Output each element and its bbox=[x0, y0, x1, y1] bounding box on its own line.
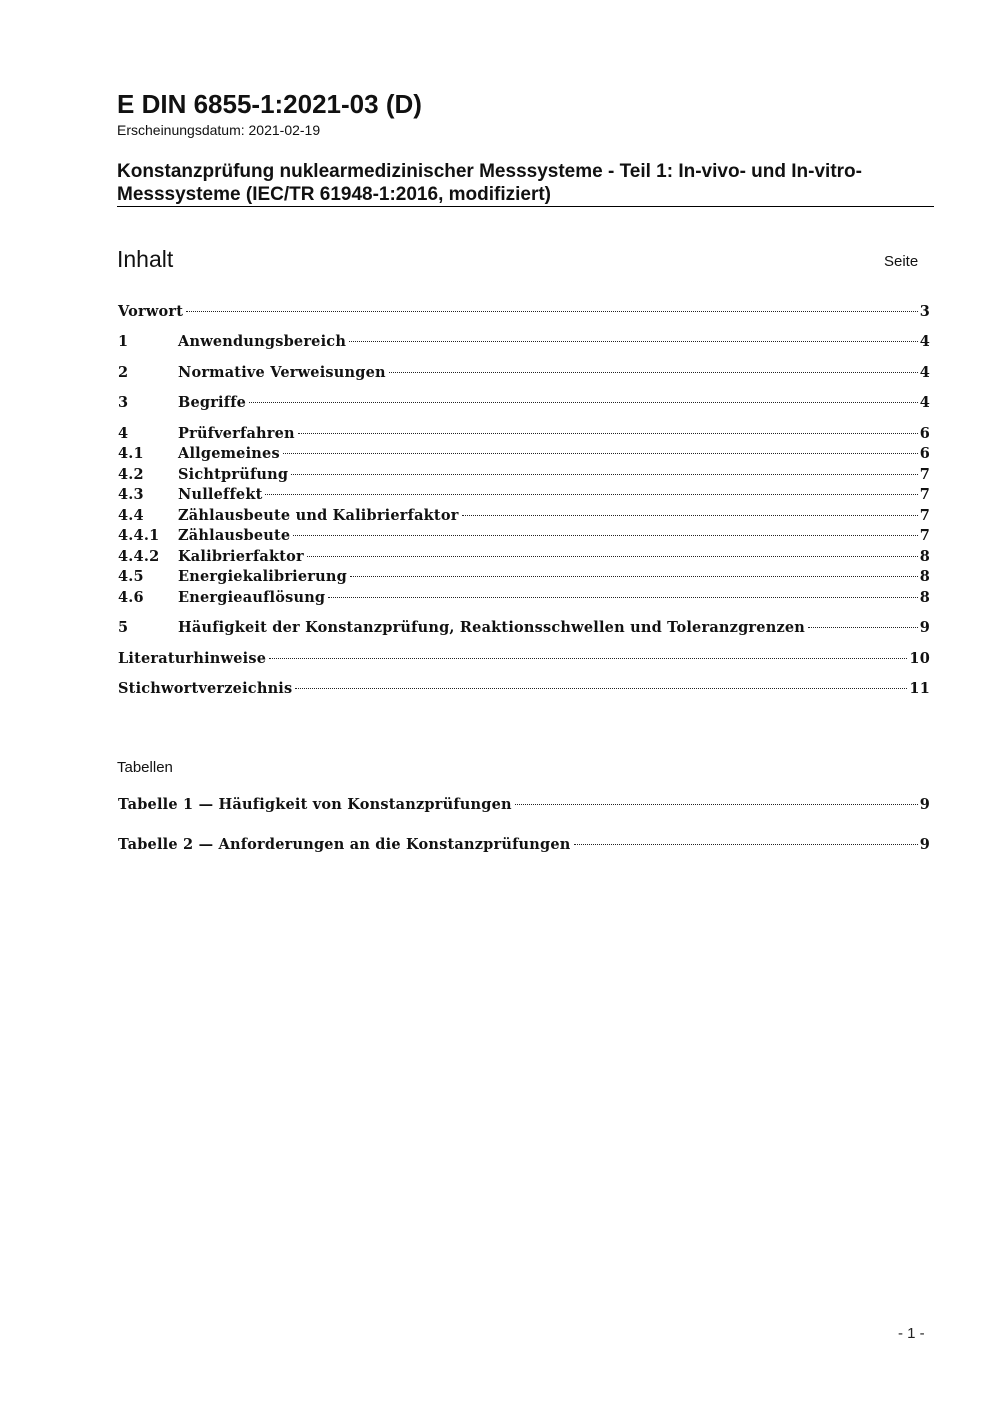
toc-entry-page: 7 bbox=[919, 486, 930, 503]
toc-entry-stichwortverzeichnis[interactable] bbox=[118, 680, 930, 700]
toc-entry-label: Anwendungsbereich bbox=[178, 333, 347, 350]
toc-entry-label: Normative Verweisungen bbox=[178, 364, 386, 381]
toc-entry-label: Energieauflösung bbox=[178, 589, 326, 606]
toc-leader-dots bbox=[269, 658, 907, 659]
toc-leader-dots bbox=[389, 372, 918, 373]
toc-entry-label: Begriffe bbox=[178, 394, 247, 411]
toc-leader-dots bbox=[328, 597, 917, 598]
toc-leader-dots bbox=[265, 494, 917, 495]
toc-entry-label: Kalibrierfaktor bbox=[178, 548, 304, 565]
toc-entry-tabelle-1[interactable] bbox=[118, 796, 930, 816]
toc-entry-page: 8 bbox=[919, 568, 930, 585]
toc-heading: Inhalt bbox=[117, 246, 174, 272]
document-title-line-2: Messsysteme (IEC/TR 61948-1:2016, modifiziert) bbox=[117, 184, 552, 205]
toc-entry-literaturhinweise[interactable] bbox=[118, 650, 930, 670]
toc-entry-number: 4.1 bbox=[118, 445, 144, 462]
toc-entry-number: 4.4 bbox=[118, 507, 144, 524]
toc-entry-label: Nulleffekt bbox=[178, 486, 263, 503]
toc-leader-dots bbox=[291, 474, 917, 475]
tables-heading: Tabellen bbox=[117, 759, 173, 776]
toc-entry-page: 4 bbox=[919, 394, 930, 411]
document-title-line-1: Konstanzprüfung nuklearmedizinischer Messsysteme - Teil 1: In-vivo- und In-vitro- bbox=[117, 161, 862, 182]
toc-leader-dots bbox=[249, 402, 918, 403]
toc-entry-page: 9 bbox=[919, 619, 930, 636]
toc-entry-1[interactable] bbox=[118, 333, 930, 353]
toc-entry-5[interactable] bbox=[118, 619, 930, 639]
document-title bbox=[117, 160, 937, 206]
toc-entry-page: 6 bbox=[919, 445, 930, 462]
toc-entry-tabelle-2[interactable] bbox=[118, 836, 930, 856]
toc-entry-3[interactable] bbox=[118, 394, 930, 414]
toc-entry-label: Zählausbeute bbox=[178, 527, 291, 544]
toc-entry-number: 4.3 bbox=[118, 486, 144, 503]
toc-leader-dots bbox=[808, 627, 918, 628]
page-number: - 1 - bbox=[898, 1325, 925, 1342]
toc-entry-page: 6 bbox=[919, 425, 930, 442]
toc-entry-page: 11 bbox=[909, 680, 930, 697]
toc-leader-dots bbox=[515, 804, 918, 805]
toc-leader-dots bbox=[293, 535, 917, 536]
toc-entry-label: Vorwort bbox=[118, 303, 184, 320]
toc-leader-dots bbox=[574, 844, 918, 845]
toc-entry-number: 4.4.1 bbox=[118, 527, 160, 544]
toc-entry-label: Häufigkeit der Konstanzprüfung, Reaktionsschwellen und Toleranzgrenzen bbox=[178, 619, 806, 636]
toc-entry-4-4[interactable] bbox=[118, 507, 930, 527]
toc-entry-label: Tabelle 1 — Häufigkeit von Konstanzprüfungen bbox=[118, 796, 512, 813]
toc-entry-number: 5 bbox=[118, 619, 129, 636]
toc-leader-dots bbox=[298, 433, 918, 434]
toc-entry-number: 4 bbox=[118, 425, 129, 442]
toc-entry-page: 10 bbox=[909, 650, 930, 667]
toc-entry-2[interactable] bbox=[118, 364, 930, 384]
toc-entry-page: 7 bbox=[919, 507, 930, 524]
toc-page-column-label: Seite bbox=[884, 253, 919, 270]
toc-leader-dots bbox=[186, 311, 918, 312]
toc-leader-dots bbox=[295, 688, 907, 689]
toc-entry-label: Allgemeines bbox=[178, 445, 280, 462]
toc-entry-label: Sichtprüfung bbox=[178, 466, 289, 483]
toc-entry-4[interactable] bbox=[118, 425, 930, 445]
toc-entry-number: 2 bbox=[118, 364, 129, 381]
toc-entry-number: 4.6 bbox=[118, 589, 144, 606]
toc-entry-page: 4 bbox=[919, 364, 930, 381]
toc-entry-label: Stichwortverzeichnis bbox=[118, 680, 293, 697]
toc-entry-4-5[interactable] bbox=[118, 568, 930, 588]
toc-entry-label: Literaturhinweise bbox=[118, 650, 267, 667]
toc-entry-page: 3 bbox=[919, 303, 930, 320]
toc-entry-4-1[interactable] bbox=[118, 445, 930, 465]
toc-leader-dots bbox=[462, 515, 918, 516]
toc-leader-dots bbox=[349, 341, 918, 342]
toc-entry-page: 9 bbox=[919, 836, 930, 853]
toc-entry-4-4-2[interactable] bbox=[118, 548, 930, 568]
toc-entry-page: 4 bbox=[919, 333, 930, 350]
toc-entry-page: 7 bbox=[919, 527, 930, 544]
document-id: E DIN 6855-1:2021-03 (D) bbox=[117, 89, 422, 119]
toc-entry-number: 4.5 bbox=[118, 568, 144, 585]
toc-entry-page: 7 bbox=[919, 466, 930, 483]
toc-leader-dots bbox=[307, 556, 918, 557]
toc-entry-number: 1 bbox=[118, 333, 129, 350]
toc-entry-label: Tabelle 2 — Anforderungen an die Konstanzprüfungen bbox=[118, 836, 571, 853]
toc-entry-4-4-1[interactable] bbox=[118, 527, 930, 547]
publication-date: Erscheinungsdatum: 2021-02-19 bbox=[117, 122, 321, 138]
toc-leader-dots bbox=[350, 576, 918, 577]
toc-entry-page: 8 bbox=[919, 548, 930, 565]
toc-entry-label: Energiekalibrierung bbox=[178, 568, 347, 585]
toc-entry-page: 9 bbox=[919, 796, 930, 813]
toc-entry-4-6[interactable] bbox=[118, 589, 930, 609]
toc-entry-vorwort[interactable] bbox=[118, 303, 930, 323]
title-divider bbox=[117, 206, 934, 207]
toc-leader-dots bbox=[283, 453, 918, 454]
toc-entry-label: Prüfverfahren bbox=[178, 425, 295, 442]
toc-entry-page: 8 bbox=[919, 589, 930, 606]
toc-entry-4-2[interactable] bbox=[118, 466, 930, 486]
toc-entry-4-3[interactable] bbox=[118, 486, 930, 506]
toc-entry-number: 4.4.2 bbox=[118, 548, 160, 565]
toc-entry-number: 3 bbox=[118, 394, 129, 411]
toc-entry-number: 4.2 bbox=[118, 466, 144, 483]
toc-entry-label: Zählausbeute und Kalibrierfaktor bbox=[178, 507, 459, 524]
